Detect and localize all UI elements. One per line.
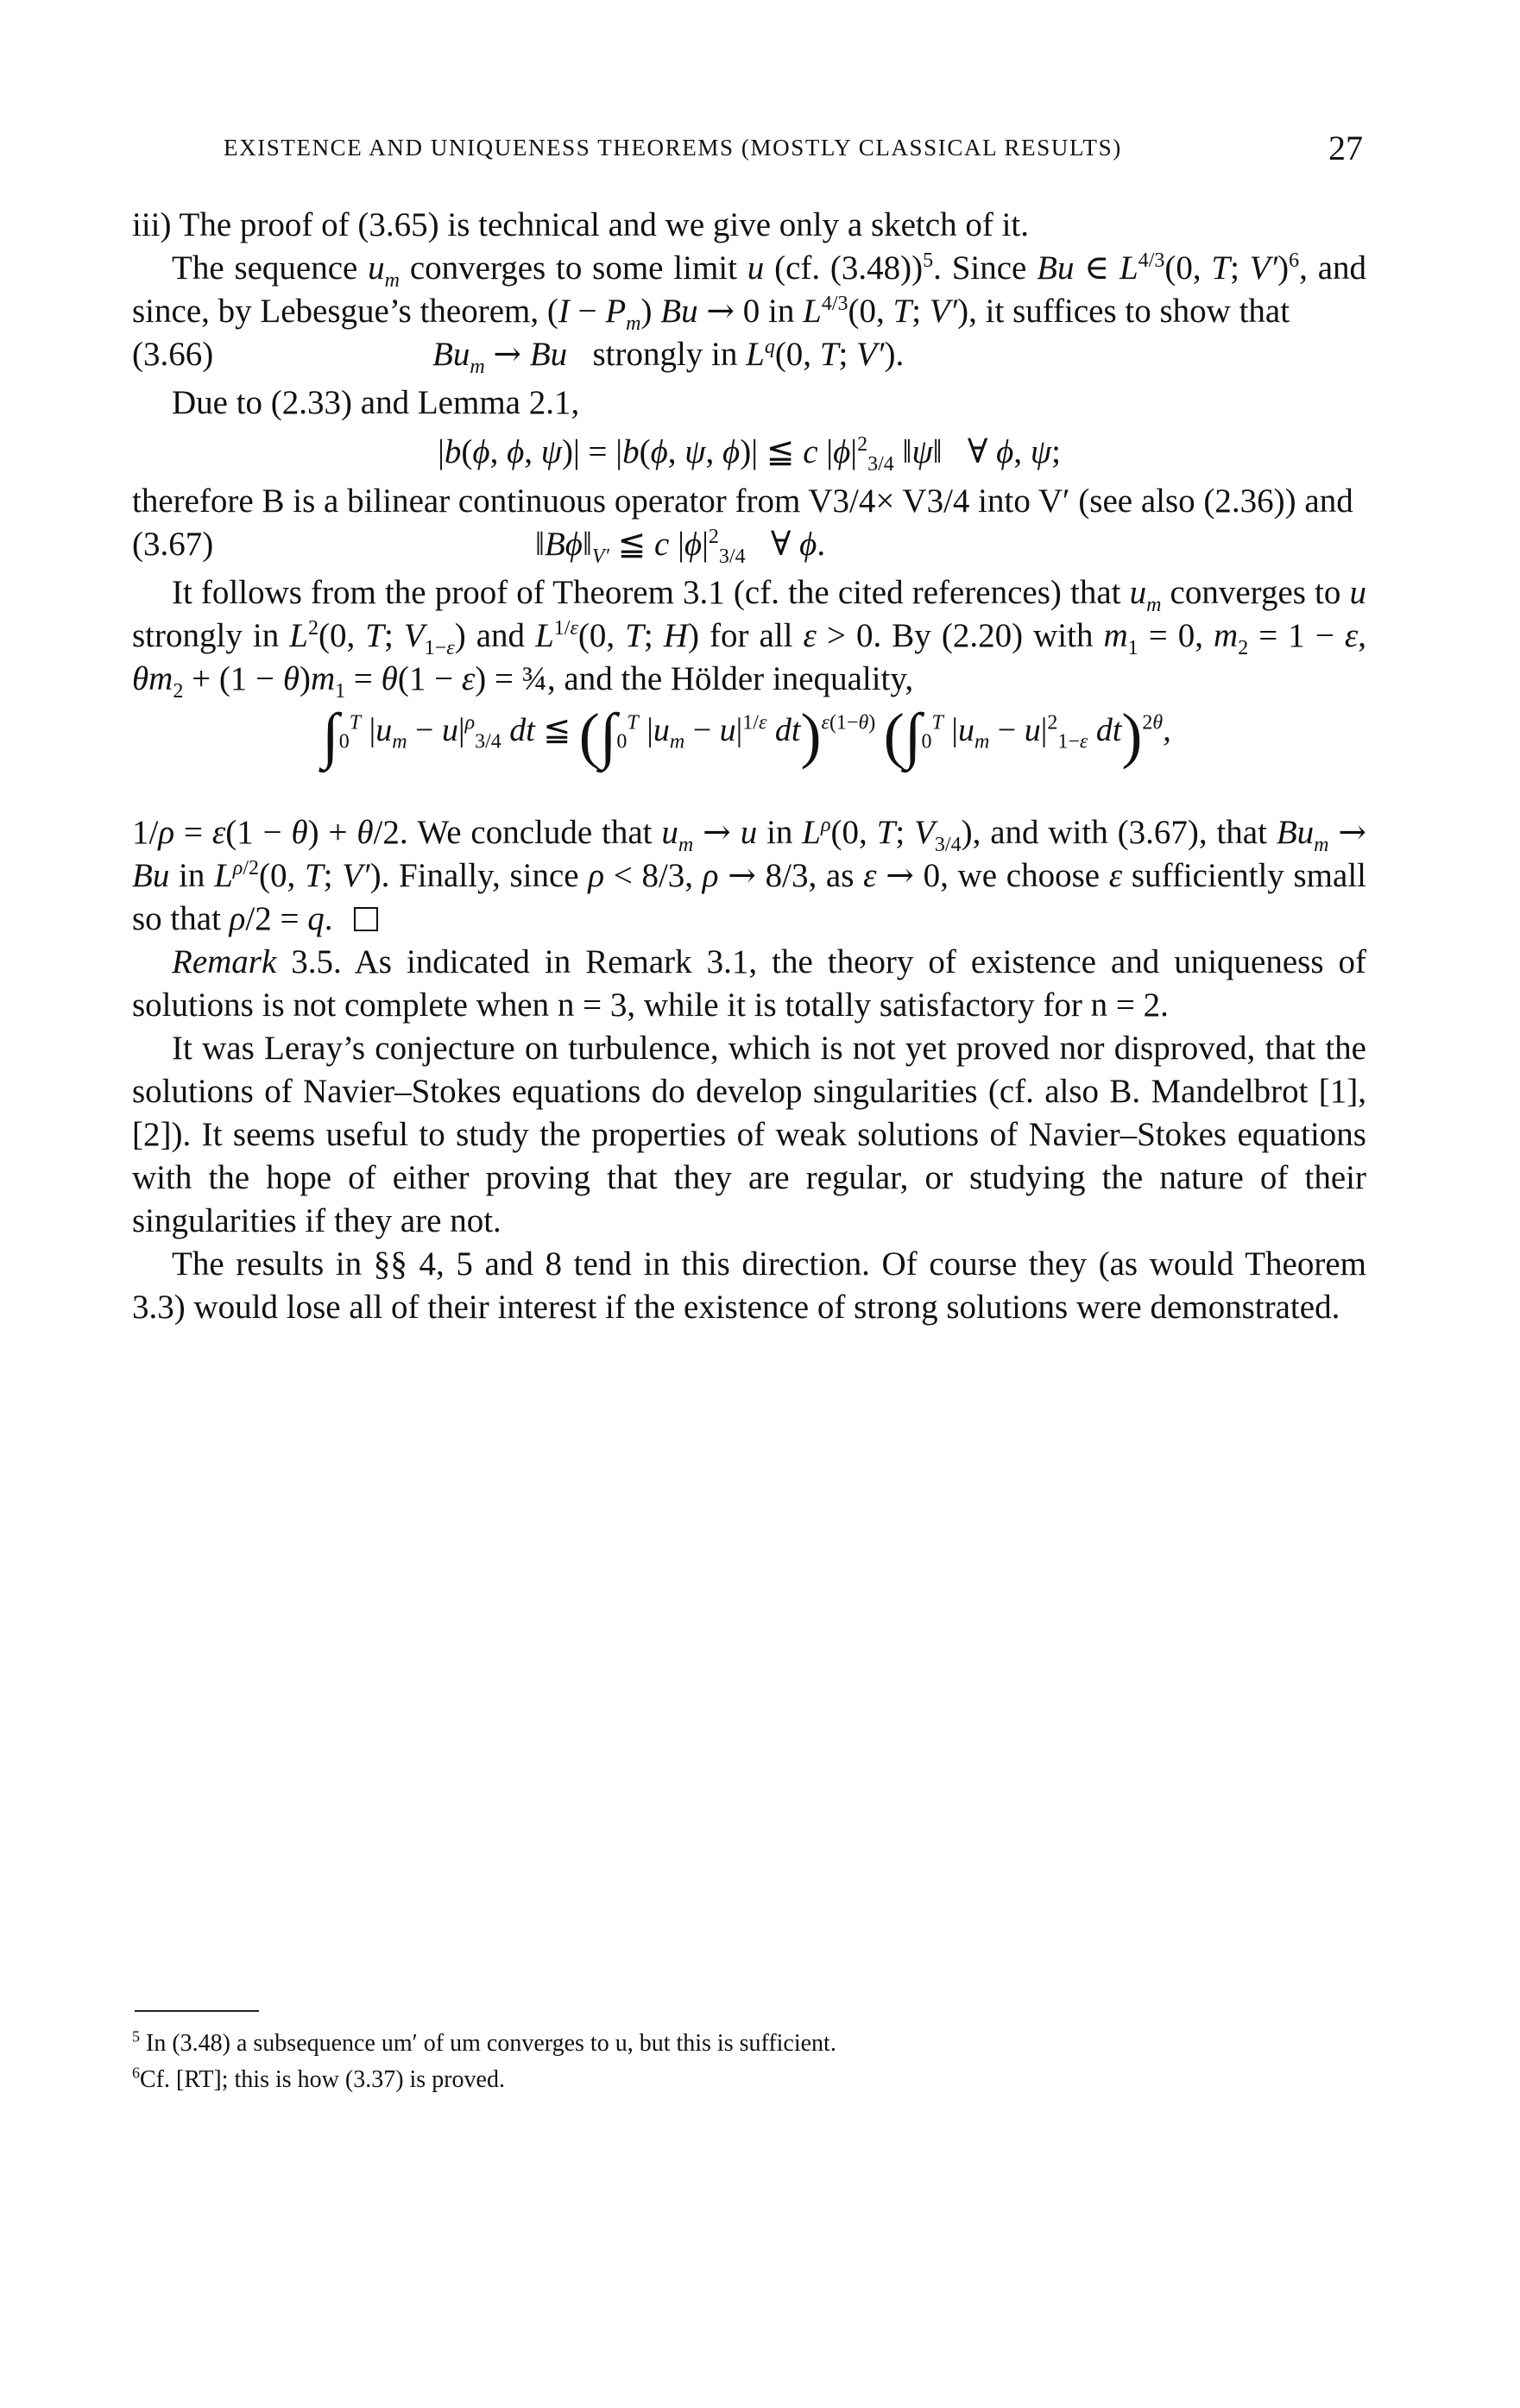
equation-number: (3.67) — [132, 526, 214, 563]
paragraph-therefore: therefore B is a bilinear continuous operator from V3/4× V3/4 into V′ (see also (2.36)) and — [132, 482, 1353, 520]
display-holder-integral — [132, 701, 1366, 811]
footnote-6: $^6$Cf. [RT]; this is how (3.37) is proved. — [132, 2064, 505, 2093]
equation-3-67 — [132, 523, 1366, 571]
footnote-text: Cf. [RT]; this is how (3.37) is proved. — [140, 2066, 505, 2093]
paragraph-it-follows: It follows from the proof of Theorem 3.1 (cf. the cited references) that $u_m$ converges to u strongly in $L^2(0$, T; $V_{1-\varepsilon}$) and $L^{1/\varepsilon}(0$, T; H) for all ε > 0. By (2.20) with $m_1 = 0$, $m_2 = 1 - \varepsilon$, $\theta m_2 + (1 - \theta)m_1 = \theta(1 - \varepsilon)$ = ¾, and the Hölder inequality, — [132, 574, 1366, 703]
equation-number: (3.66) — [132, 336, 214, 373]
remark-text: 3.5. As indicated in Remark 3.1, the theory of existence and uniqueness of solutions is not complete when n = 3, while it is totally satisfactory for n = 2. — [132, 943, 1367, 1024]
equation-body: $‖B\phi‖_{V'}$ ≦ c $|\phi|^2_{3/4}$ ∀ ϕ. — [535, 525, 826, 568]
integral-inequality: $\int_0^T$ $|u_m - u|^\rho_{3/4}$ dt ≦ ($\int_0^T$ $|u_m - u|^{1/\varepsilon}$ dt)$^{\varepsilon(1-\theta)}$ ($\int_0^T$ $|u_m - u|^2_{1-\varepsilon}$ dt)$^{2\theta}$, — [322, 701, 1171, 770]
main-text — [132, 204, 1366, 1329]
paragraph-conclude: 1/ρ = ε(1 − θ) + θ/2. We conclude that $u_m \to u$ in $L^\rho(0$, T; $V_{3/4}$), and with (3.67), that $Bu_m \to Bu$ in $L^{\rho/2}(0$, T; V′). Finally, since ρ < 8/3, ρ → 8/3, as ε → 0, we choose ε sufficiently small so that ρ/2 = q. — [132, 813, 1367, 937]
paragraph-sequence: The sequence $u_m$ converges to some limit u (cf. (3.48))$^5$. Since Bu ∈ $L^{4/3}(0$, T; V′)$^6$, and since, by Lebesgue’s theorem, $(I - P_m)$ Bu → 0 in $L^{4/3}(0$, T; V′), it suffices to show that — [132, 249, 1367, 335]
display-trilinear-bound: |b(ϕ, ϕ, ψ)| = |b(ϕ, ψ, ϕ)| ≦ c $|\phi|^2_{3/4}$ ‖ψ‖ ∀ ϕ, ψ; — [438, 432, 1061, 476]
page-number: 27 — [1328, 129, 1363, 167]
page-header — [224, 128, 1363, 171]
footnote-rule — [135, 2010, 259, 2012]
equation-3-66 — [132, 333, 1366, 381]
paragraph-leray: It was Leray’s conjecture on turbulence, which is not yet proved nor disproved, that the solutions of Navier–Stokes equations do develop singularities (cf. also B. Mandelbrot [1], [2]). It seems useful to study the properties of weak solutions of Navier–Stokes equations with the hope of either proving that they are regular, or studying the nature of their singularities if they are not. — [132, 1030, 1366, 1239]
paragraph-results: The results in §§ 4, 5 and 8 tend in this direction. Of course they (as would Theorem 3.3) would lose all of their interest if the existence of strong solutions were demonstrated. — [132, 1245, 1366, 1326]
paragraph-proof-iii: iii) The proof of (3.65) is technical and we give only a sketch of it. — [132, 206, 1029, 243]
footnote-5: $^5$ In (3.48) a subsequence um′ of um converges to u, but this is sufficient. — [132, 2027, 836, 2057]
equation-body: $Bu_m \to Bu$ strongly in $L^q(0$, T; V′). — [432, 335, 905, 378]
qed-box — [354, 907, 378, 931]
footnote-text: In (3.48) a subsequence um′ of um converges to u, but this is sufficient. — [146, 2030, 836, 2057]
paragraph-remark — [132, 941, 1366, 1027]
running-head: EXISTENCE AND UNIQUENESS THEOREMS (MOSTLY CLASSICAL RESULTS) — [224, 135, 1122, 161]
remark-label: Remark — [172, 943, 277, 980]
footnotes — [132, 2010, 1366, 2098]
paragraph-due-to: Due to (2.33) and Lemma 2.1, — [172, 384, 580, 421]
